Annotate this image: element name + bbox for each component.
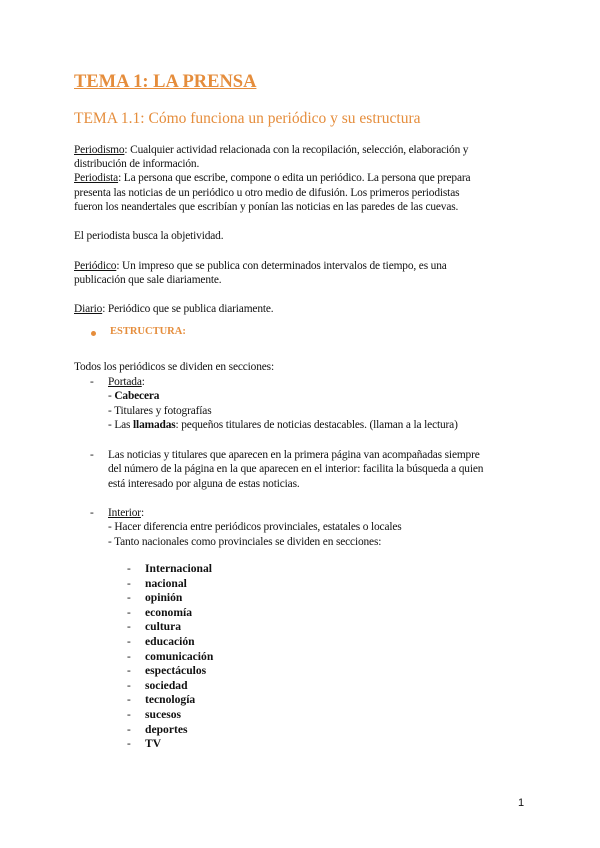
portada-label: Portada [108, 376, 142, 388]
section-dash: - [127, 636, 131, 648]
section-item: opinión [145, 591, 183, 605]
periodico-line-2: publicación que sale diariamente. [74, 274, 222, 286]
interior-line-2: - Tanto nacionales como provinciales se dividen en secciones: [108, 536, 382, 548]
objetividad-line: El periodista busca la objetividad. [74, 230, 224, 242]
noticias-line-3: está interesado por alguna de estas noticias. [108, 478, 300, 490]
section-dash: - [127, 621, 131, 634]
periodista-text: : La persona que escribe, compone o edita un periódico. La persona que prepara [118, 172, 471, 184]
diario-text: : Periódico que se publica diariamente. [102, 303, 274, 315]
section-item: sucesos [145, 708, 182, 721]
section-item: nacional [145, 576, 187, 590]
section-item: educación [145, 635, 195, 648]
section-dash: - [127, 738, 131, 751]
interior-label: Interior [108, 507, 141, 519]
page-title: TEMA 1: LA PRENSA [74, 72, 257, 92]
section-item: economía [145, 605, 193, 619]
section-dash: - [127, 592, 131, 605]
llamadas-term: llamadas [133, 419, 176, 431]
periodista-line-3: fueron los neandertales que escribían y ponían las noticias en las paredes de las cuevas. [74, 201, 459, 213]
section-dash: - [127, 694, 131, 707]
periodista-term: Periodista [74, 172, 119, 184]
section-item: comunicación [145, 649, 214, 663]
bullet-dot-icon [91, 331, 96, 336]
interior-colon: : [140, 507, 144, 519]
periodico-line-1 [74, 259, 447, 273]
page-number: 1 [518, 797, 525, 809]
section-dash: - [127, 606, 131, 619]
periodista-line-2: presenta las noticias de un periódico u otro medio de difusión. Los primeros periodistas [74, 187, 460, 199]
cabecera-line [108, 389, 159, 403]
section-dash: - [127, 723, 131, 736]
noticias-line-2: del número de la página en la que aparecen en el interior: facilita la búsqueda a quien [108, 463, 484, 475]
cabecera-term: Cabecera [114, 390, 160, 402]
section-item: sociedad [145, 678, 188, 692]
section-dash: - [127, 563, 131, 575]
portada-colon: : [141, 376, 145, 388]
periodismo-text: : Cualquier actividad relacionada con la recopilación, selección, elaboración y [124, 144, 469, 156]
dash-bullet: - [90, 507, 94, 519]
secciones-intro: Todos los periódicos se dividen en secciones: [74, 361, 274, 373]
periodista-line-1 [74, 171, 470, 185]
section-dash: - [127, 679, 131, 692]
section-item: deportes [145, 722, 188, 736]
interior-heading [108, 506, 144, 520]
diario-line [74, 302, 273, 316]
section-item: espectáculos [145, 664, 207, 678]
section-subtitle: TEMA 1.1: Cómo funciona un periódico y su estructura [74, 110, 421, 127]
section-dash: - [127, 577, 131, 590]
section-item: Internacional [145, 562, 212, 575]
diario-term: Diario [74, 303, 103, 315]
periodico-text: : Un impreso que se publica con determinados intervalos de tiempo, es una [116, 260, 447, 272]
section-dash: - [127, 665, 131, 678]
section-dash: - [127, 650, 131, 663]
cabecera-prefix: - [108, 390, 115, 402]
section-item: TV [145, 737, 162, 751]
dash-bullet: - [90, 449, 94, 461]
estructura-heading: ESTRUCTURA: [110, 326, 186, 337]
noticias-line-1: Las noticias y titulares que aparecen en la primera página van acompañadas siempre [108, 449, 480, 461]
llamadas-line [108, 418, 458, 432]
llamadas-text: : pequeños titulares de noticias destacables. (llaman a la lectura) [175, 419, 458, 431]
periodismo-line-2: distribución de información. [74, 158, 200, 170]
dash-bullet: - [90, 376, 94, 388]
periodismo-line-1 [74, 143, 468, 157]
section-dash: - [127, 709, 131, 721]
section-item: cultura [145, 620, 182, 634]
portada-heading [108, 375, 145, 389]
section-item: tecnología [145, 693, 196, 707]
periodico-term: Periódico [74, 260, 117, 272]
titulares-line: - Titulares y fotografías [108, 405, 212, 417]
periodismo-term: Periodismo [74, 144, 125, 156]
llamadas-prefix: - Las [108, 419, 134, 431]
interior-line-1: - Hacer diferencia entre periódicos provinciales, estatales o locales [108, 521, 402, 533]
